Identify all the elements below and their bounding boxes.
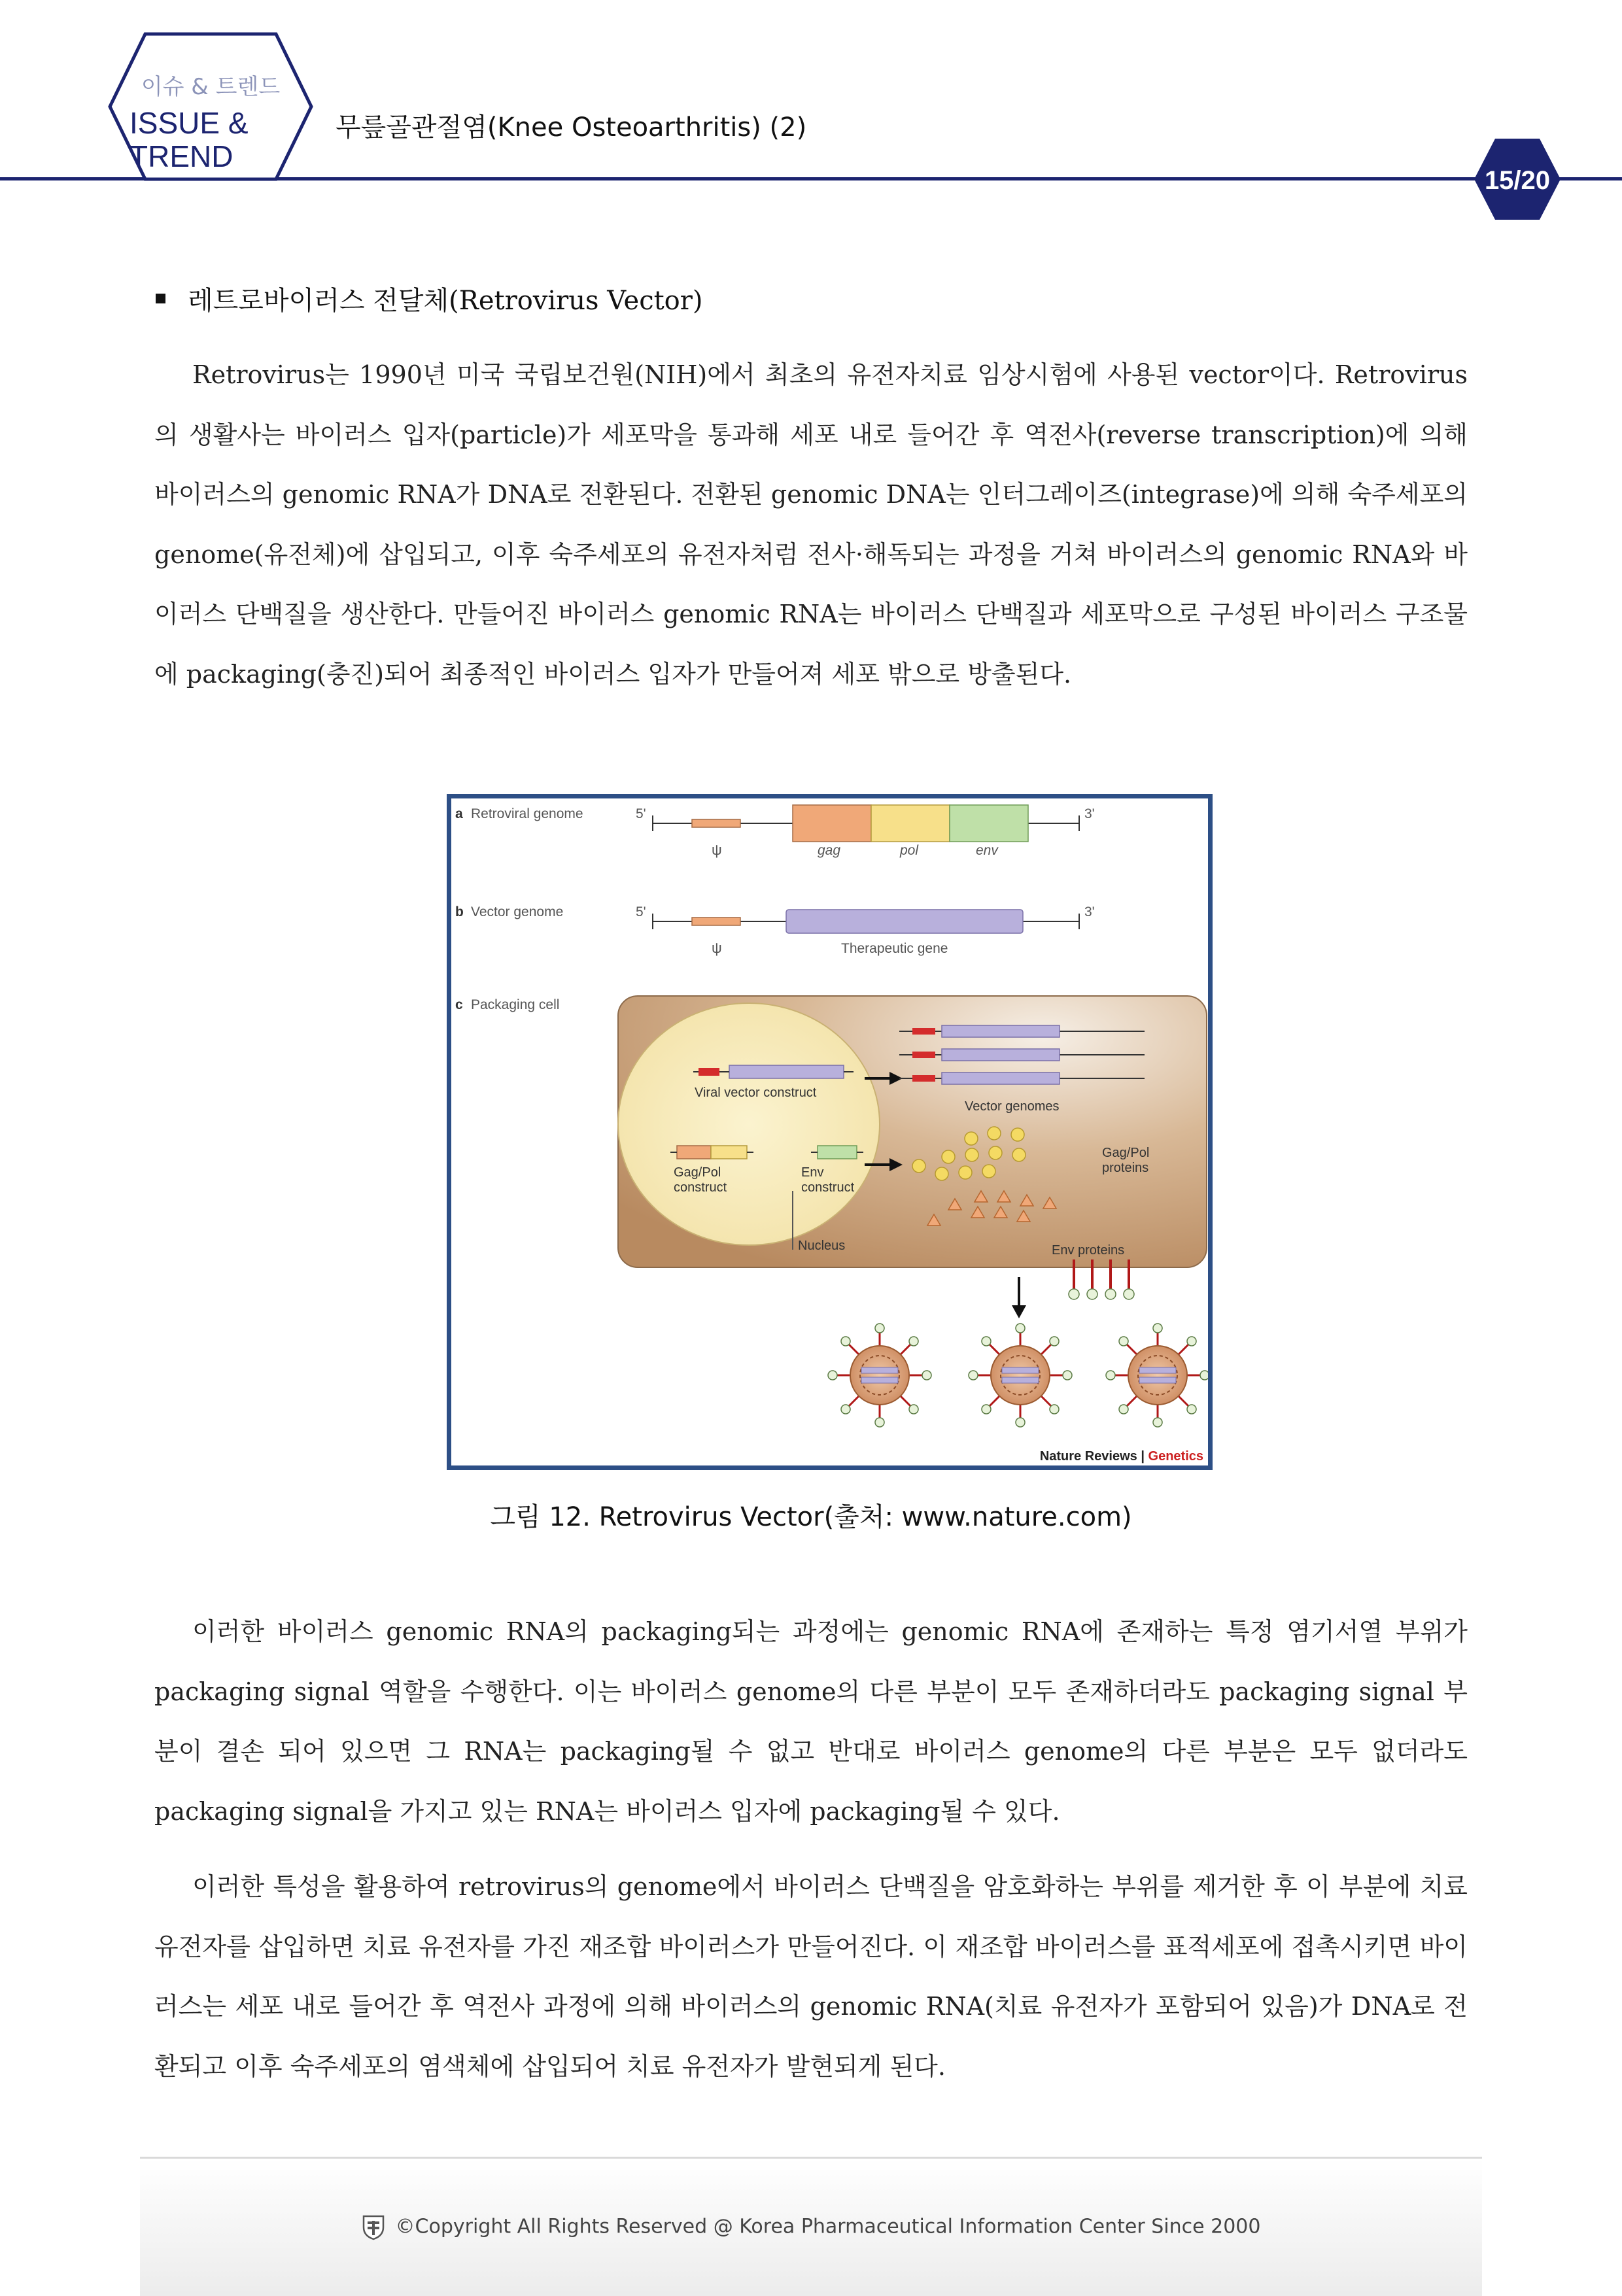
body-paragraph-1: Retrovirus는 1990년 미국 국립보건원(NIH)에서 최초의 유전자치료 임상시험에 사용된 vector이다. Retrovirus의 생활사는 바이러스 입자(particle)가 세포막을 통과해 세포 내로 들어간 후 역전사(reverse transcription)에 의해 바이러스의 genomic RNA가 DNA로 전환된다. 전환된 genomic DNA는 인터그레이즈(integrase)에 의해 숙주세포의 genome(유전체)에 삽입되고, 이후 숙주세포의 유전자처럼 전사·해독되는 과정을 거쳐 바이러스의 genomic RNA와 바이러스 단백질을 생산한다. 만들어진 바이러스 genomic RNA는 바이러스 단백질과 세포막으로 구성된 바이러스 구조물에 packaging(충진)되어 최종적인 바이러스 입자가 만들어져 세포 밖으로 방출된다. [154,360,1468,689]
env-construct-label-2: construct [801,1180,855,1195]
virus-particle [1106,1324,1208,1427]
psi-region-b [692,917,740,925]
nucleus-shape [618,1003,880,1245]
panel-a-letter: a [455,806,463,821]
virus-particles [828,1324,1208,1427]
viral-construct-psi [699,1068,719,1076]
panel-c-letter: c [455,997,463,1012]
copyright-text: ©Copyright All Rights Reserved @ Korea Pharmaceutical Information Center Since 2000 [395,2215,1261,2238]
gagpol-construct-label-1: Gag/Pol [674,1165,721,1180]
panel-a-label: Retroviral genome [471,806,583,821]
panel-b-vector-genome [455,904,1095,956]
three-prime-a: 3' [1084,806,1095,821]
viral-construct-gene [729,1065,844,1078]
footer [0,2214,1622,2240]
five-prime-a: 5' [636,806,646,821]
section-heading-text: 레트로바이러스 전달체(Retrovirus Vector) [188,286,703,316]
virus-particle [828,1324,931,1427]
virus-particle [969,1324,1072,1427]
pol-gene-block [871,805,950,842]
three-prime-b: 3' [1084,904,1095,919]
body-paragraph-3: 이러한 특성을 활용하여 retrovirus의 genome에서 바이러스 단백질을 암호화하는 부위를 제거한 후 이 부분에 치료 유전자를 삽입하면 치료 유전자를 가진 재조합 바이러스가 만들어진다. 이 재조합 바이러스를 표적세포에 접촉시키면 바이러스는 세포 내로 들어간 후 역전사 과정에 의해 바이러스의 genomic RNA(치료 유전자가 포함되어 있음)가 DNA로 전환되고 이후 숙주세포의 염색체에 삽입되어 치료 유전자가 발현되게 된다. [154,1872,1468,2081]
panel-b-label: Vector genome [471,904,564,919]
page-header-title: 무릎골관절염(Knee Osteoarthritis) (2) [336,112,807,143]
psi-label-a: ψ [712,842,722,858]
env-gene-block [950,805,1028,842]
env-construct-gene [818,1146,857,1159]
gagpol-construct-gag [677,1146,711,1159]
gagpol-construct-label-2: construct [674,1180,727,1195]
gagpol-proteins-label-2: proteins [1102,1161,1149,1175]
panel-a-retroviral-genome [455,805,1095,858]
gagpol-construct-pol [711,1146,747,1159]
figure-diagram [451,798,1208,1465]
five-prime-b: 5' [636,904,646,919]
psi-region-a [692,819,740,827]
category-en-line2: TREND [129,139,233,173]
section-heading [156,280,702,317]
panel-b-letter: b [455,904,464,919]
arrow-down-icon [1012,1305,1026,1318]
therapeutic-gene-label: Therapeutic gene [841,941,948,956]
gag-label: gag [818,843,841,858]
pol-label: pol [900,843,919,858]
figure-credit [1040,1449,1203,1464]
env-construct-label-1: Env [801,1165,824,1180]
env-protein-heads [1069,1289,1134,1299]
viral-vector-construct-label: Viral vector construct [695,1086,817,1100]
credit-main: Nature Reviews [1039,1449,1137,1464]
vector-genomes-label: Vector genomes [965,1099,1060,1114]
category-en-line1: ISSUE & [129,106,249,140]
gag-gene-block [793,805,871,842]
page-header [0,0,1622,235]
figure-caption: 그림 12. Retrovirus Vector(출처: www.nature.com) [490,1502,1132,1532]
body-paragraph-2: 이러한 바이러스 genomic RNA의 packaging되는 과정에는 genomic RNA에 존재하는 특정 염기서열 부위가 packaging signal 역할을 수행한다. 이는 바이러스 genome의 다른 부분이 모두 존재하더라도 packaging signal 부분이 결손 되어 있으면 그 RNA는 packaging될 수 없고 반대로 바이러스 genome의 다른 부분은 모두 없더라도 packaging signal을 가지고 있는 RNA는 바이러스 입자에 packaging될 수 있다. [154,1617,1468,1826]
env-label: env [976,843,998,858]
panel-c-label: Packaging cell [471,997,560,1012]
gagpol-proteins-label-1: Gag/Pol [1102,1146,1150,1160]
nucleus-label: Nucleus [798,1239,846,1253]
env-proteins-label: Env proteins [1052,1243,1125,1258]
panel-c-packaging-cell [455,996,1207,1318]
credit-accent: Genetics [1148,1449,1203,1464]
category-ko: 이슈 & 트렌드 [141,74,281,100]
psi-label-b: ψ [712,940,722,956]
page-number: 15/20 [1484,166,1551,195]
square-bullet-icon [156,294,165,303]
credit-separator: | [1137,1449,1148,1464]
therapeutic-gene-block [786,910,1023,933]
shield-logo-icon [362,2214,385,2240]
figure-retrovirus-vector [447,794,1213,1470]
